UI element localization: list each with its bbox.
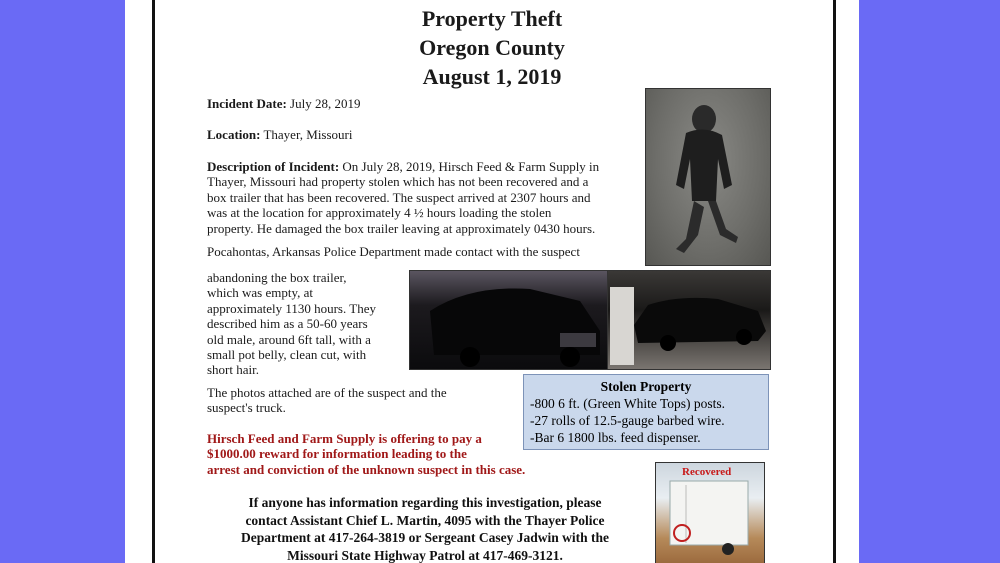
contact-info (205, 494, 645, 563)
truck-photo-front (409, 270, 609, 370)
flyer-title (125, 4, 859, 91)
location-value: Thayer, Missouri (263, 127, 353, 142)
description-line: Thayer, Missouri had property stolen which has not been recovered and a (207, 174, 589, 190)
abandon-line: which was empty, at (207, 285, 314, 301)
abandon-line: described him as a 50-60 years (207, 316, 368, 332)
abandon-line: old male, around 6ft tall, with a (207, 331, 371, 347)
abandon-line: small pot belly, clean cut, with (207, 347, 367, 363)
abandon-line: short hair. (207, 362, 259, 378)
photos-note-line: suspect's truck. (207, 400, 286, 416)
photos-note-line: The photos attached are of the suspect and the (207, 385, 447, 400)
reward-line: arrest and conviction of the unknown suspect in this case. (207, 461, 526, 477)
stolen-item: -Bar 6 1800 lbs. feed dispenser. (530, 430, 701, 445)
description-line: was at the location for approximately 4 ½ hours loading the stolen (207, 205, 552, 221)
abandon-line: abandoning the box trailer, (207, 270, 347, 285)
recovered-stamp: Recovered (682, 466, 732, 478)
recovered-trailer-photo (655, 462, 765, 563)
contact-line: contact Assistant Chief L. Martin, 4095 with the Thayer Police (245, 512, 605, 528)
description (207, 159, 637, 236)
title-line-3: August 1, 2019 (422, 64, 562, 89)
incident-date-value: July 28, 2019 (290, 96, 361, 111)
stolen-property-box (523, 374, 769, 450)
title-line-1: Property Theft (421, 6, 563, 31)
abandon-line: approximately 1130 hours. They (207, 300, 376, 316)
description-line: box trailer that has been recovered. The suspect arrived at 2307 hours and (207, 189, 591, 205)
stolen-property-heading: Stolen Property (600, 379, 692, 394)
contact-line: Department at 417-264-3819 or Sergeant Casey Jadwin with the (241, 530, 609, 545)
suspect-figure (646, 89, 770, 265)
reward-line: Hirsch Feed and Farm Supply is offering to pay a (207, 431, 482, 446)
contact-line: Missouri State Highway Patrol at 417-469-3121. (287, 547, 563, 563)
truck-side-shape (608, 271, 770, 369)
stolen-item: -27 rolls of 12.5-gauge barbed wire. (530, 413, 725, 428)
reward-line: $1000.00 reward for information leading to the (207, 446, 467, 462)
location-label: Location: (207, 127, 261, 142)
location (207, 127, 353, 142)
incident-date (207, 96, 360, 111)
flyer-page (125, 0, 859, 563)
description-line: On July 28, 2019, Hirsch Feed & Farm Supply in (342, 159, 600, 174)
truck-front-shape (410, 271, 608, 369)
truck-photo-side (607, 270, 771, 370)
title-line-2: Oregon County (419, 35, 565, 60)
description-line: property. He damaged the box trailer leaving at approximately 0430 hours. (207, 220, 596, 236)
trailer-shape (656, 463, 764, 563)
abandon-text (207, 270, 407, 378)
suspect-photo (645, 88, 771, 266)
pocahontas-text: Pocahontas, Arkansas Police Department made contact with the suspect (207, 244, 580, 259)
contact-line: If anyone has information regarding this investigation, please (248, 495, 602, 510)
stolen-item: -800 6 ft. (Green White Tops) posts. (530, 396, 726, 411)
description-label: Description of Incident: (207, 159, 340, 174)
photos-note (207, 385, 507, 416)
incident-date-label: Incident Date: (207, 96, 287, 111)
